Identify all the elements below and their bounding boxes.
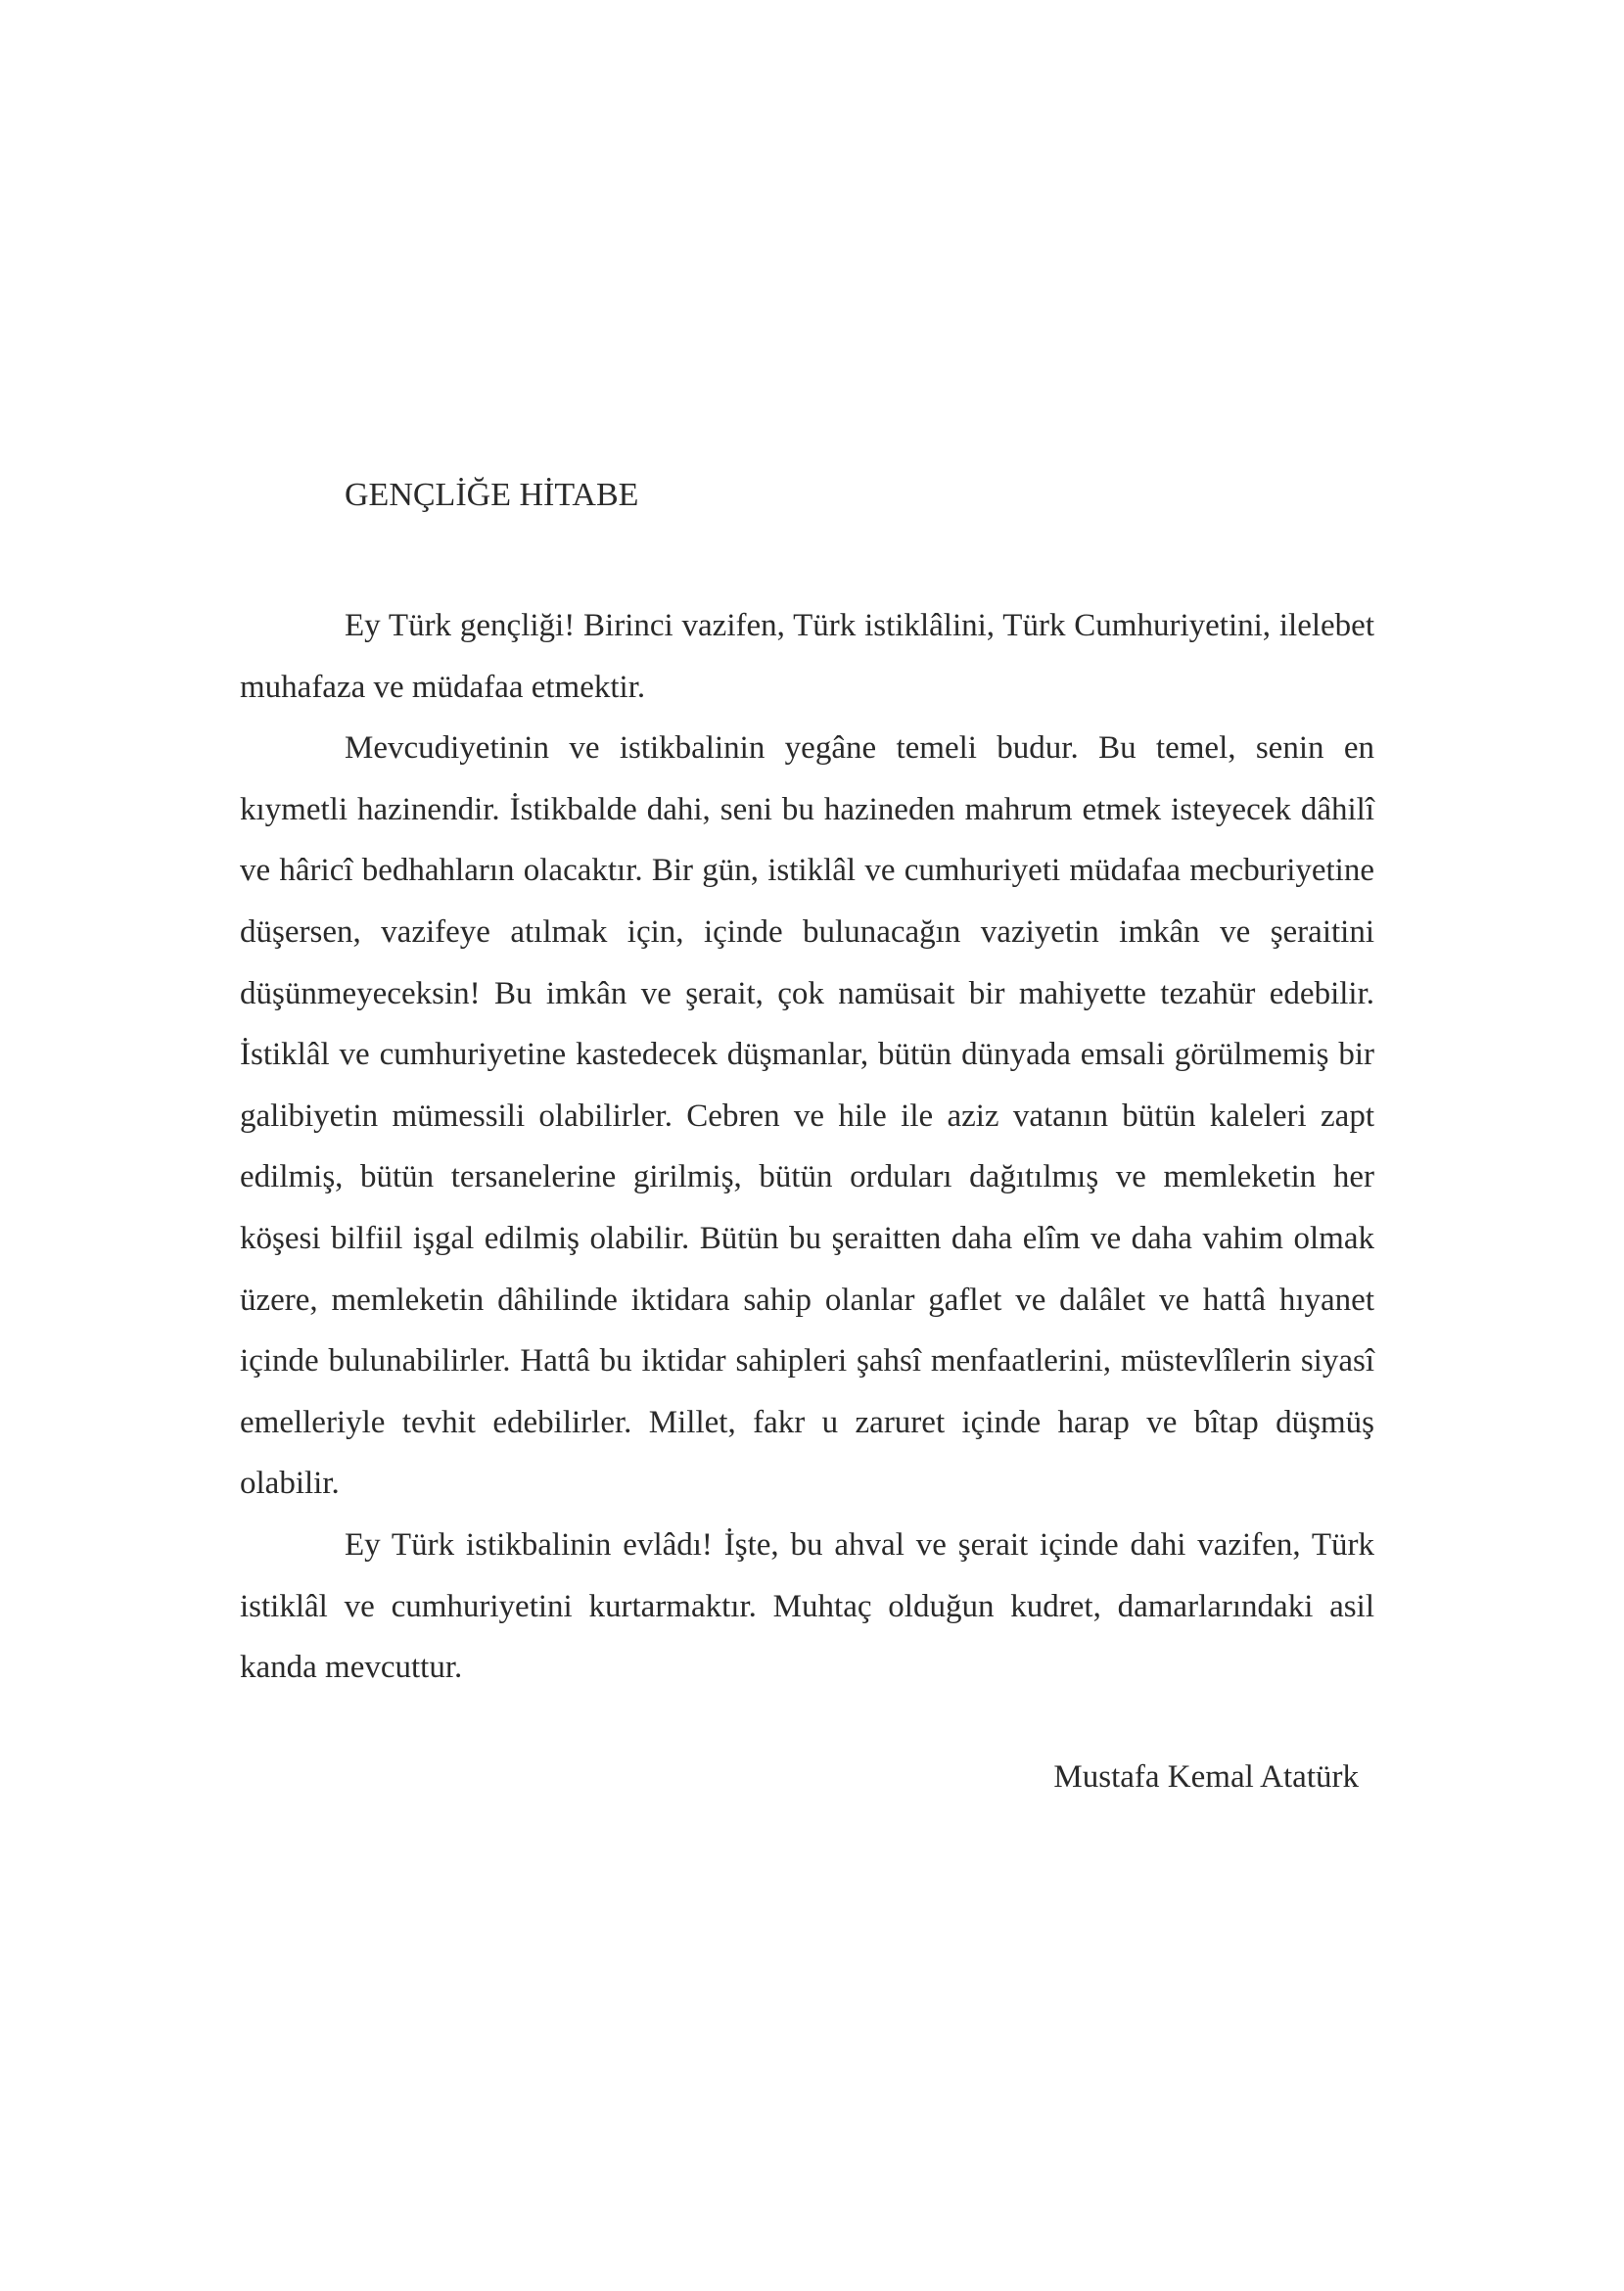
- signature: Mustafa Kemal Atatürk: [1053, 1759, 1359, 1795]
- paragraph-3: Ey Türk istikbalinin evlâdı! İşte, bu ahval ve şerait içinde dahi vazifen, Türk istiklâl ve cumhuriyetini kurtarmaktır. Muhtaç olduğun kudret, damarlarındaki asil kanda mevcuttur.: [240, 1526, 1374, 1686]
- document-title: GENÇLİĞE HİTABE: [345, 477, 639, 513]
- paragraph-2: Mevcudiyetinin ve istikbalinin yegâne temeli budur. Bu temel, senin en kıymetli hazinendir. İstikbalde dahi, seni bu hazineden mahrum etmek isteyecek dâhilî ve hâricî bedhahların olacaktır. Bir gün, istiklâl ve cumhuriyeti müdafaa mecburiyetine düşersen, vazifeye atılmak için, içinde bulunacağın vaziyetin imkân ve şeraitini düşünmeyeceksin! Bu imkân ve şerait, çok namüsait bir mahiyette tezahür edebilir. İstiklâl ve cumhuriyetine kastedecek düşmanlar, bütün dünyada emsali görülmemiş bir galibiyetin mümessili olabilirler. Cebren ve hile ile aziz vatanın bütün kaleleri zapt edilmiş, bütün tersanelerine girilmiş, bütün orduları dağıtılmış ve memleketin her köşesi bilfiil işgal edilmiş olabilir. Bütün bu şeraitten daha elîm ve daha vahim olmak üzere, memleketin dâhilinde iktidara sahip olanlar gaflet ve dalâlet ve hattâ hıyanet içinde bulunabilirler. Hattâ bu iktidar sahipleri şahsî menfaatlerini, müstevlîlerin siyasî emelleriyle tevhit edebilirler. Millet, fakr u zaruret içinde harap ve bîtap düşmüş olabilir.: [240, 730, 1374, 1502]
- document-body: [240, 595, 1374, 1699]
- paragraph-1: Ey Türk gençliği! Birinci vazifen, Türk istiklâlini, Türk Cumhuriyetini, ilelebet muhafaza ve müdafaa etmektir.: [240, 608, 1374, 705]
